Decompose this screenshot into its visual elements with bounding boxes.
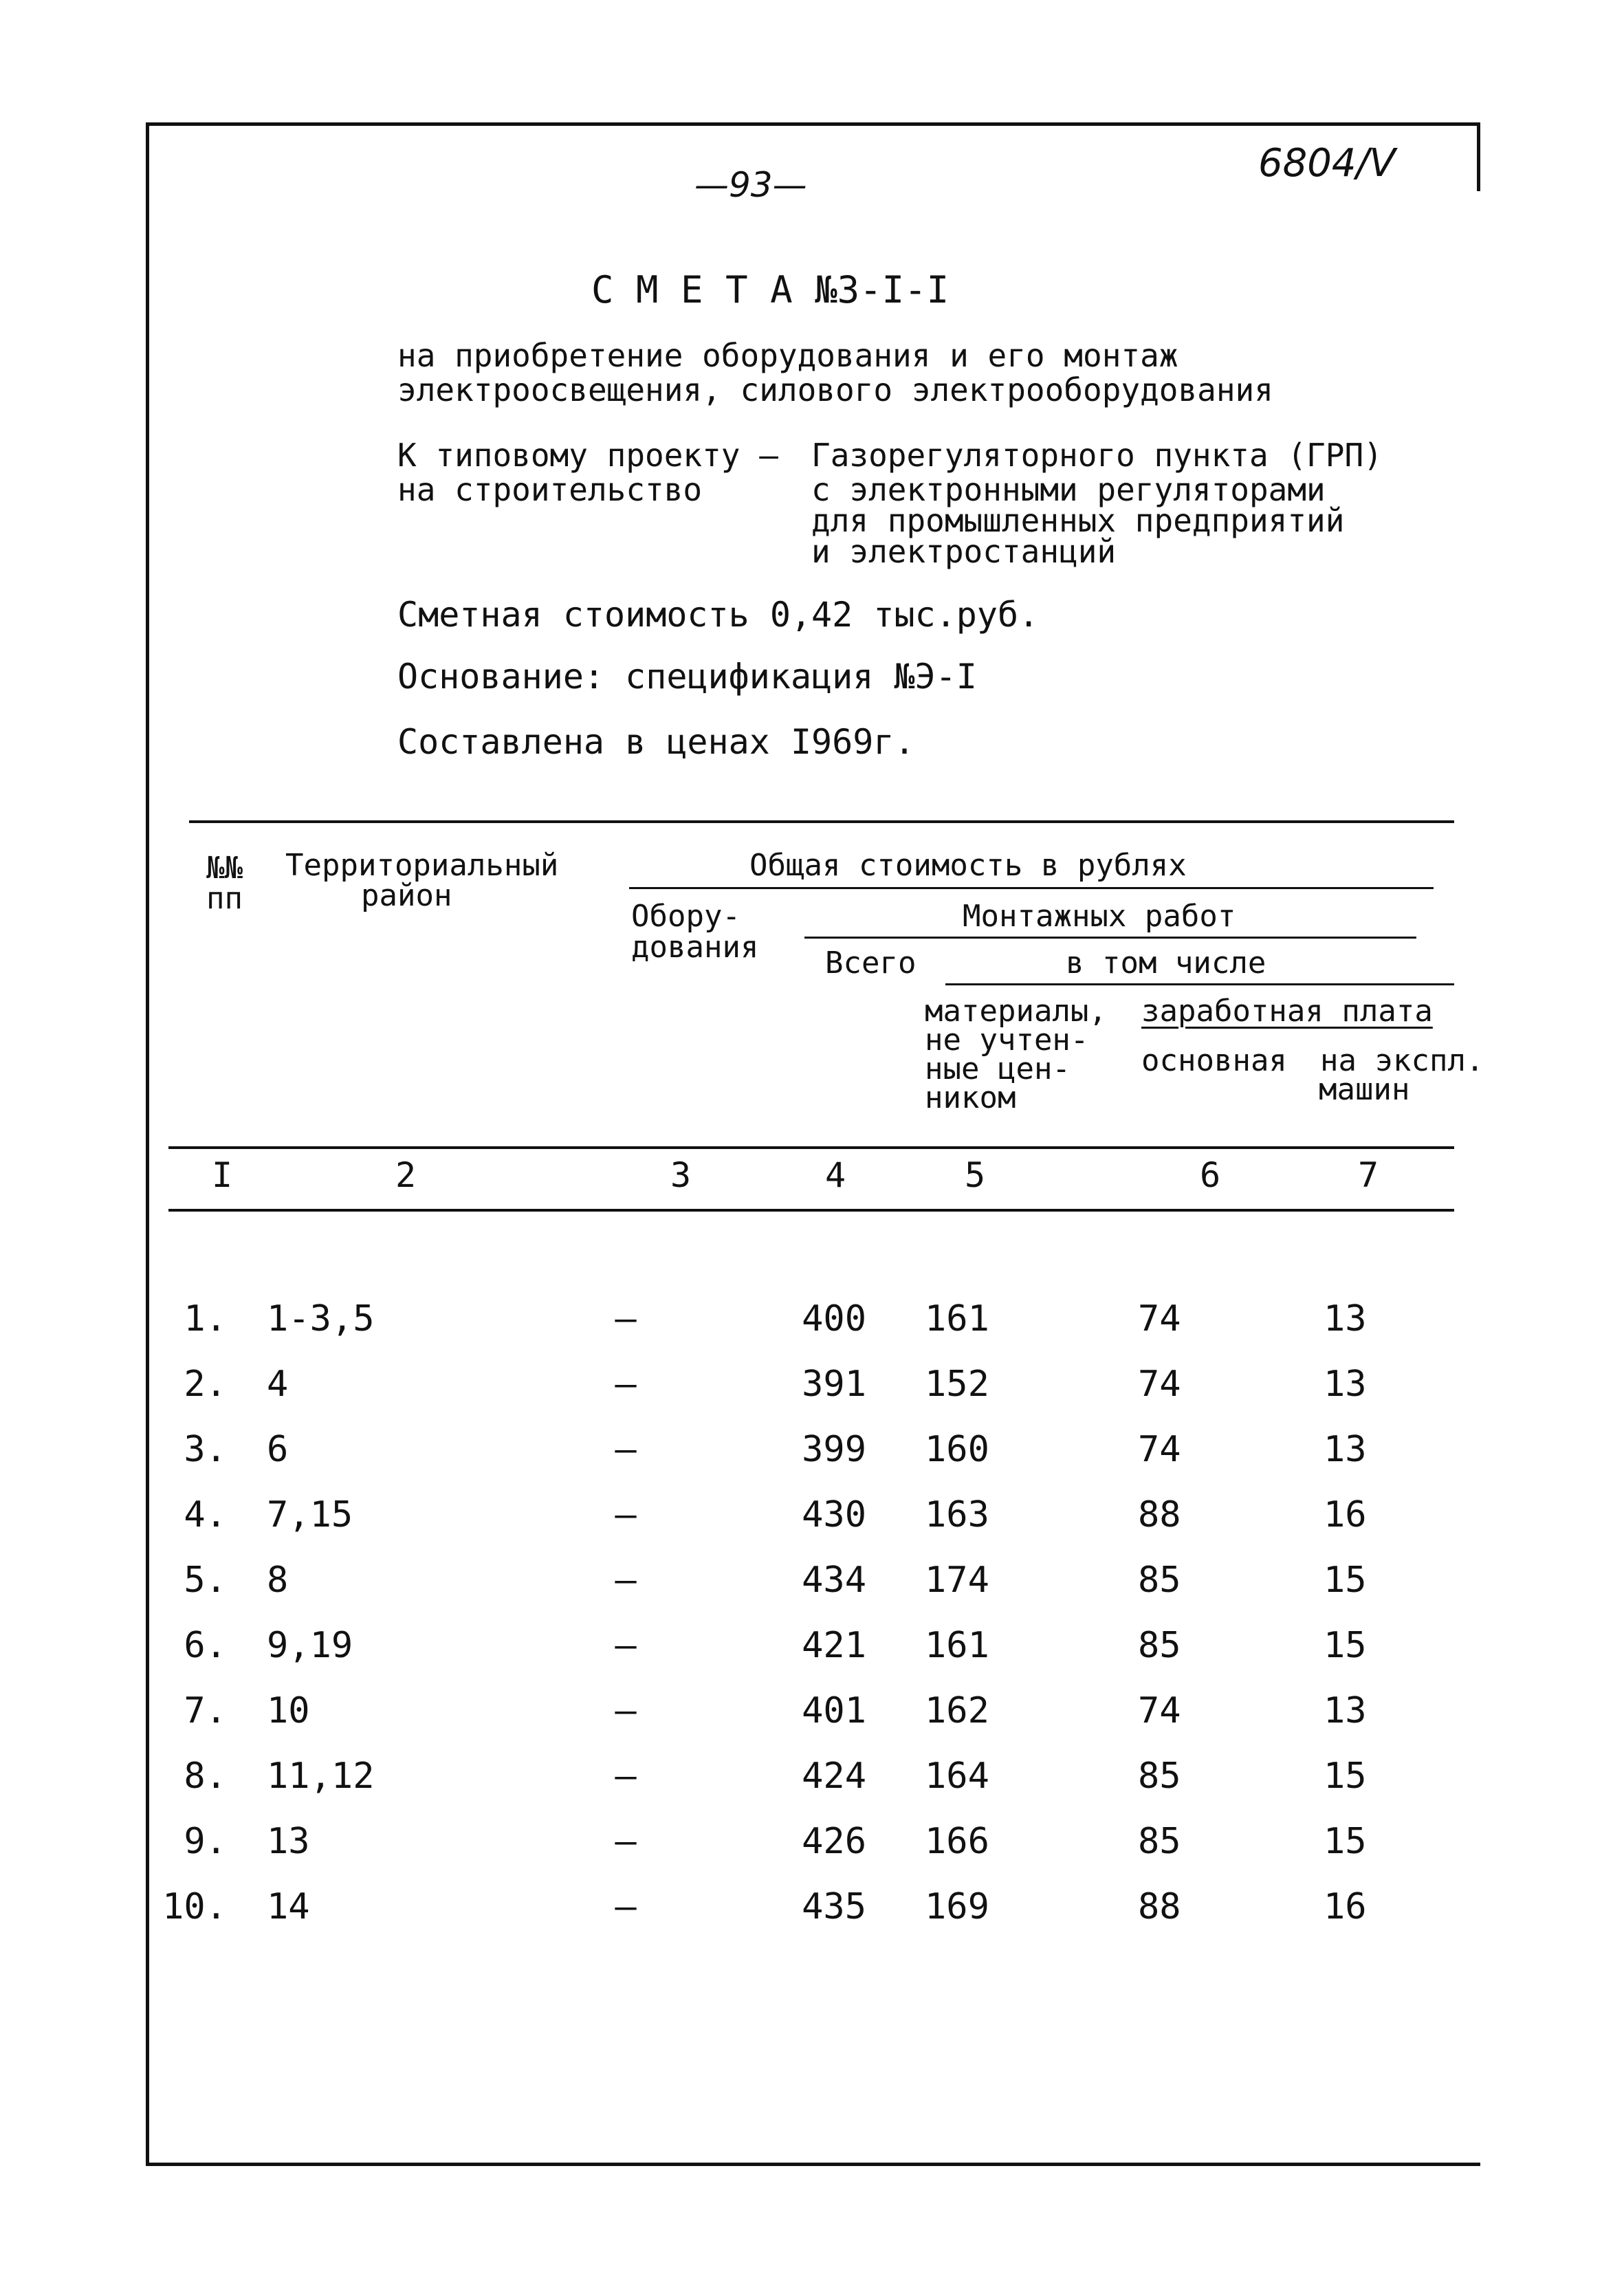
cell-region: 11,12 bbox=[267, 1756, 375, 1797]
col-number-4: 4 bbox=[825, 1155, 846, 1195]
cell-equip: – bbox=[615, 1821, 637, 1862]
cell-n: 5. bbox=[184, 1560, 227, 1601]
cell-mat: 160 bbox=[925, 1429, 989, 1470]
cell-mach: 16 bbox=[1324, 1494, 1367, 1535]
cell-region: 4 bbox=[267, 1364, 289, 1405]
cell-equip: – bbox=[615, 1429, 637, 1470]
col-number-7: 7 bbox=[1358, 1155, 1379, 1195]
cell-basic: 85 bbox=[1138, 1560, 1181, 1601]
cell-n: 8. bbox=[184, 1756, 227, 1797]
cell-mach: 13 bbox=[1324, 1298, 1367, 1340]
cell-mach: 13 bbox=[1324, 1364, 1367, 1405]
project-name-1: Газорегуляторного пункта (ГРП) bbox=[811, 437, 1383, 474]
header-num-1: №№ bbox=[206, 851, 243, 886]
cell-n: 7. bbox=[184, 1690, 227, 1731]
page-number: —93— bbox=[694, 165, 807, 205]
cell-basic: 85 bbox=[1138, 1756, 1181, 1797]
cell-mach: 15 bbox=[1324, 1625, 1367, 1666]
frame-right-tick bbox=[1477, 122, 1480, 191]
col-number-2: 2 bbox=[395, 1155, 417, 1195]
col-number-1: I bbox=[212, 1155, 233, 1195]
table-top-rule bbox=[189, 820, 1454, 823]
rule-install bbox=[804, 937, 1416, 939]
project-name-2: с электронными регуляторами bbox=[811, 471, 1326, 508]
cell-region: 10 bbox=[267, 1690, 310, 1731]
cell-basic: 74 bbox=[1138, 1364, 1181, 1405]
cell-basic: 74 bbox=[1138, 1429, 1181, 1470]
cell-mat: 152 bbox=[925, 1364, 989, 1405]
project-label-1: К типовому проекту – bbox=[397, 437, 778, 474]
header-num-2: пп bbox=[206, 881, 243, 916]
cell-equip: – bbox=[615, 1690, 637, 1731]
cell-all: 426 bbox=[802, 1821, 866, 1862]
cell-all: 421 bbox=[802, 1625, 866, 1666]
rule-total-cost bbox=[629, 887, 1434, 889]
cell-all: 391 bbox=[802, 1364, 866, 1405]
header-all: Всего bbox=[825, 945, 917, 981]
cell-mat: 164 bbox=[925, 1756, 989, 1797]
cell-region: 13 bbox=[267, 1821, 310, 1862]
cell-mach: 15 bbox=[1324, 1821, 1367, 1862]
cell-basic: 74 bbox=[1138, 1298, 1181, 1340]
cell-basic: 85 bbox=[1138, 1821, 1181, 1862]
cell-mach: 15 bbox=[1324, 1756, 1367, 1797]
project-name-4: и электростанций bbox=[811, 533, 1117, 570]
cell-equip: – bbox=[615, 1756, 637, 1797]
cell-all: 424 bbox=[802, 1756, 866, 1797]
col-numbers-rule bbox=[168, 1209, 1454, 1212]
cell-n: 10. bbox=[162, 1886, 227, 1927]
cell-mach: 15 bbox=[1324, 1560, 1367, 1601]
project-label-2: на строительство bbox=[397, 471, 703, 508]
cell-n: 1. bbox=[184, 1298, 227, 1340]
header-materials-4: ником bbox=[925, 1080, 1016, 1115]
header-region-2: район bbox=[361, 878, 452, 913]
header-equipment-1: Обору- bbox=[631, 899, 740, 934]
cell-region: 1-3,5 bbox=[267, 1298, 375, 1340]
cell-n: 6. bbox=[184, 1625, 227, 1666]
header-materials-1: материалы, bbox=[925, 994, 1107, 1029]
cell-mat: 169 bbox=[925, 1886, 989, 1927]
document-code: 6804/V bbox=[1258, 141, 1396, 186]
header-wages: заработная плата bbox=[1141, 994, 1433, 1029]
cell-all: 399 bbox=[802, 1429, 866, 1470]
estimate-title: С М Е Т А №3-I-I bbox=[591, 268, 950, 311]
cell-n: 4. bbox=[184, 1494, 227, 1535]
cell-n: 2. bbox=[184, 1364, 227, 1405]
cell-basic: 88 bbox=[1138, 1886, 1181, 1927]
subtitle-line-2: электроосвещения, силового электрооборудования bbox=[397, 371, 1273, 408]
cell-mach: 16 bbox=[1324, 1886, 1367, 1927]
price-level: Составлена в ценах I969г. bbox=[397, 722, 915, 762]
col-number-6: 6 bbox=[1200, 1155, 1221, 1195]
cell-basic: 85 bbox=[1138, 1625, 1181, 1666]
cell-region: 6 bbox=[267, 1429, 289, 1470]
cell-all: 401 bbox=[802, 1690, 866, 1731]
cell-equip: – bbox=[615, 1560, 637, 1601]
cell-n: 9. bbox=[184, 1821, 227, 1862]
cell-all: 430 bbox=[802, 1494, 866, 1535]
header-equipment-2: дования bbox=[631, 930, 759, 965]
header-total-cost: Общая стоимость в рублях bbox=[749, 848, 1187, 883]
header-machines-2: машин bbox=[1319, 1072, 1410, 1107]
rule-including bbox=[945, 983, 1454, 985]
cell-all: 434 bbox=[802, 1560, 866, 1601]
project-name-3: для промышленных предприятий bbox=[811, 502, 1345, 539]
estimated-cost: Сметная стоимость 0,42 тыс.руб. bbox=[397, 595, 1040, 635]
cell-mach: 13 bbox=[1324, 1429, 1367, 1470]
col-number-5: 5 bbox=[965, 1155, 986, 1195]
header-region-1: Территориальный bbox=[285, 848, 559, 883]
basis: Основание: спецификация №Э-I bbox=[397, 657, 977, 697]
cell-region: 14 bbox=[267, 1886, 310, 1927]
cell-equip: – bbox=[615, 1298, 637, 1340]
cell-region: 8 bbox=[267, 1560, 289, 1601]
header-materials-2: не учтен- bbox=[925, 1023, 1089, 1058]
cell-region: 7,15 bbox=[267, 1494, 353, 1535]
cell-mat: 163 bbox=[925, 1494, 989, 1535]
header-basic: основная bbox=[1141, 1043, 1287, 1078]
cell-mat: 162 bbox=[925, 1690, 989, 1731]
cell-region: 9,19 bbox=[267, 1625, 353, 1666]
cell-mat: 174 bbox=[925, 1560, 989, 1601]
cell-mat: 161 bbox=[925, 1298, 989, 1340]
cell-all: 400 bbox=[802, 1298, 866, 1340]
cell-all: 435 bbox=[802, 1886, 866, 1927]
header-machines-1: на экспл. bbox=[1320, 1043, 1484, 1078]
cell-equip: – bbox=[615, 1625, 637, 1666]
cell-basic: 74 bbox=[1138, 1690, 1181, 1731]
header-including: в том числе bbox=[1066, 945, 1266, 981]
cell-mat: 161 bbox=[925, 1625, 989, 1666]
cell-equip: – bbox=[615, 1364, 637, 1405]
cell-mach: 13 bbox=[1324, 1690, 1367, 1731]
cell-mat: 166 bbox=[925, 1821, 989, 1862]
header-install: Монтажных работ bbox=[963, 899, 1236, 934]
header-bottom-rule bbox=[168, 1146, 1454, 1149]
cell-equip: – bbox=[615, 1886, 637, 1927]
cell-basic: 88 bbox=[1138, 1494, 1181, 1535]
col-number-3: 3 bbox=[670, 1155, 692, 1195]
subtitle-line-1: на приобретение оборудования и его монтаж bbox=[397, 337, 1178, 374]
header-materials-3: ные цен- bbox=[925, 1051, 1071, 1086]
cell-equip: – bbox=[615, 1494, 637, 1535]
cell-n: 3. bbox=[184, 1429, 227, 1470]
